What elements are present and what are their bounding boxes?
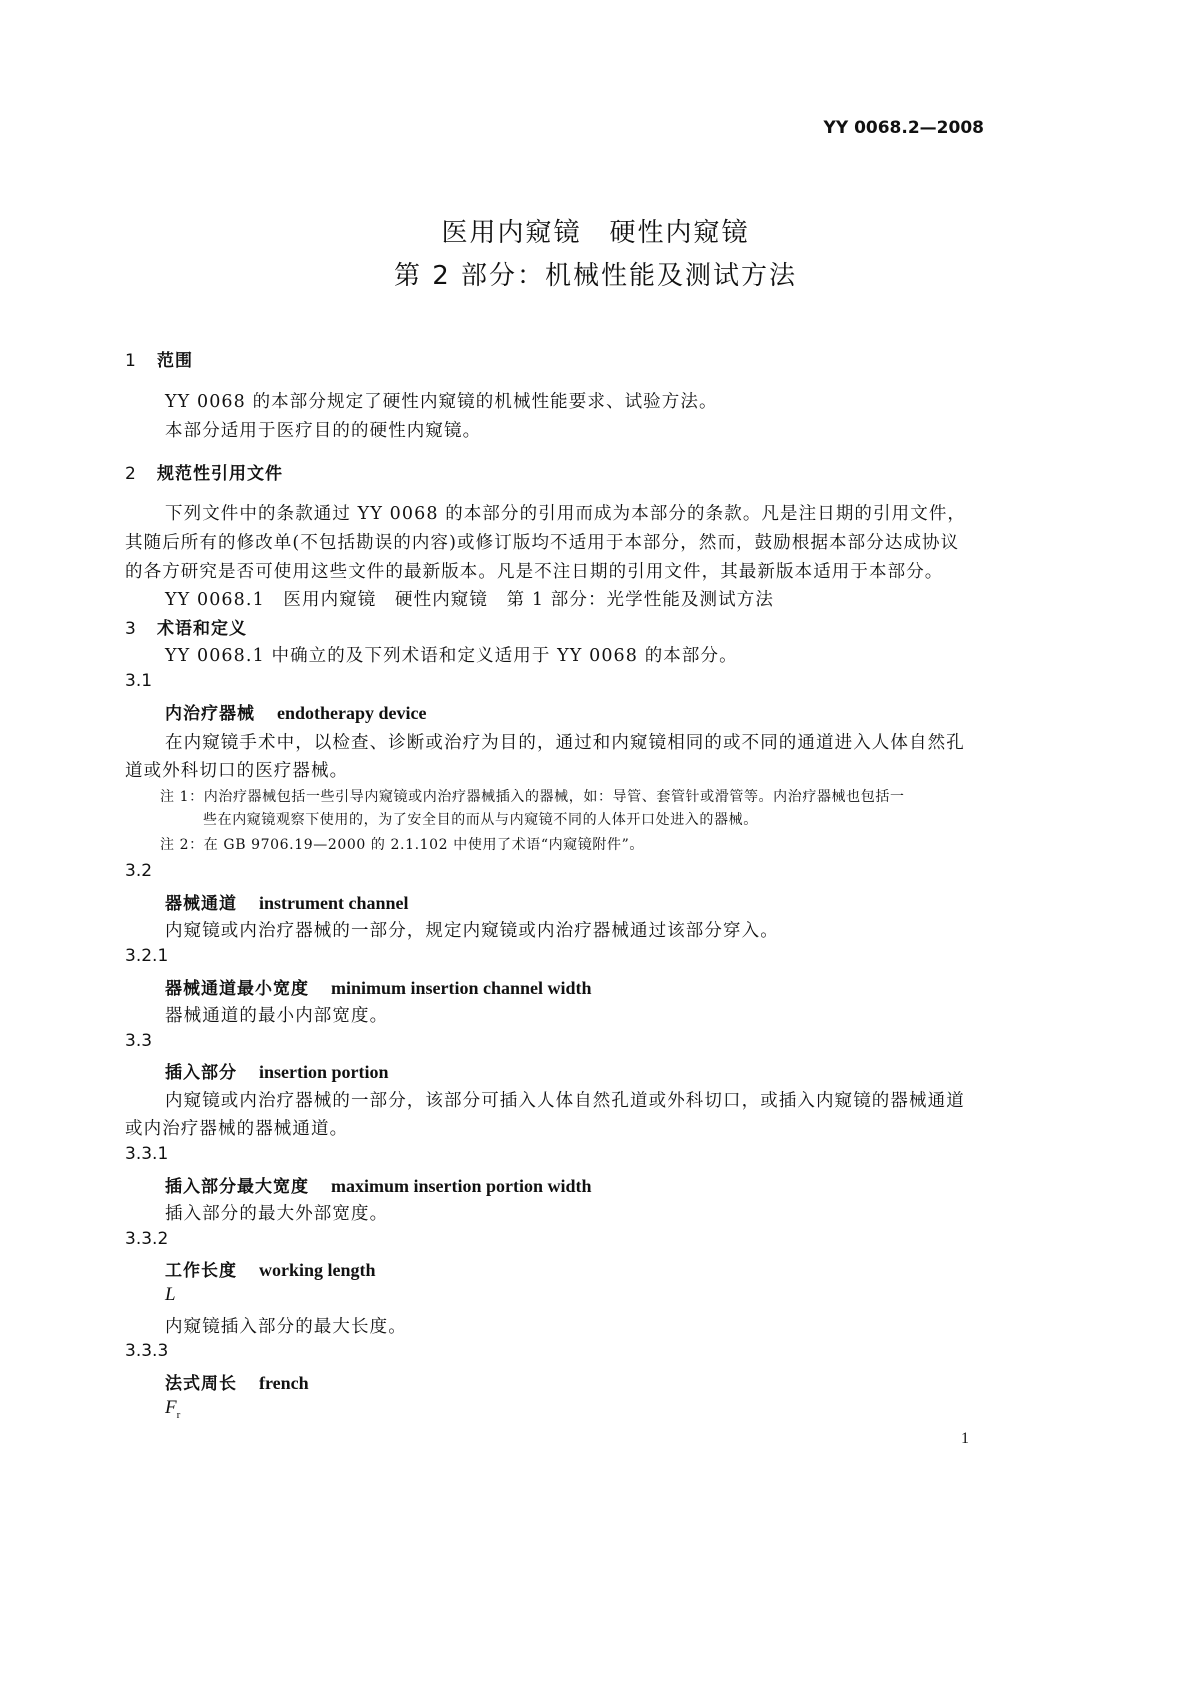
term-3-2 [165, 889, 409, 914]
section-1-heading [125, 346, 193, 371]
section-1-paragraph-2: 本部分适用于医疗目的的硬性内窥镜。 [165, 421, 482, 441]
term-3-3-2 [165, 1256, 376, 1281]
term-3-3 [165, 1058, 389, 1083]
section-1-paragraph-1: YY 0068 的本部分规定了硬性内窥镜的机械性能要求、试验方法。 [165, 392, 718, 412]
term-3-2-1 [165, 974, 592, 999]
term-definition-line-2: 道或外科切口的医疗器械。 [125, 761, 349, 781]
term-definition: 内窥镜或内治疗器械的一部分，规定内窥镜或内治疗器械通过该部分穿入。 [165, 921, 779, 941]
term-definition-line-1: 在内窥镜手术中，以检查、诊断或治疗为目的，通过和内窥镜相同的或不同的通道进入人体自然孔 [165, 733, 965, 753]
term-chinese: 器械通道 [165, 894, 237, 914]
term-english: maximum insertion portion width [331, 1176, 592, 1196]
term-definition-line-2: 或内治疗器械的器械通道。 [125, 1119, 349, 1139]
term-english: insertion portion [259, 1062, 389, 1082]
term-3-3-3 [165, 1369, 309, 1394]
term-3-1 [165, 699, 426, 724]
section-number: 2 [125, 464, 136, 484]
section-2-heading [125, 459, 283, 484]
term-chinese: 器械通道最小宽度 [165, 979, 309, 999]
symbol-base: F [165, 1397, 177, 1418]
section-number: 3 [125, 619, 136, 639]
term-symbol: L [165, 1284, 176, 1305]
term-definition-line-1: 内窥镜或内治疗器械的一部分，该部分可插入人体自然孔道或外科切口，或插入内窥镜的器械通道 [165, 1091, 965, 1111]
term-chinese: 法式周长 [165, 1374, 237, 1394]
section-3-heading [125, 614, 247, 639]
term-chinese: 工作长度 [165, 1261, 237, 1281]
section-title: 规范性引用文件 [157, 464, 283, 484]
section-2-paragraph-line-1: 下列文件中的条款通过 YY 0068 的本部分的引用而成为本部分的条款。凡是注日期的引用文件， [165, 504, 967, 524]
term-number: 3.3.1 [125, 1144, 169, 1164]
section-3-intro: YY 0068.1 中确立的及下列术语和定义适用于 YY 0068 的本部分。 [165, 646, 738, 666]
symbol-subscript: r [176, 1408, 181, 1421]
term-definition: 内窥镜插入部分的最大长度。 [165, 1317, 407, 1337]
term-definition: 插入部分的最大外部宽度。 [165, 1204, 389, 1224]
term-symbol [165, 1397, 180, 1421]
term-english: french [259, 1373, 309, 1393]
section-2-paragraph-line-3: 的各方研究是否可使用这些文件的最新版本。凡是不注日期的引用文件，其最新版本适用于本部分。 [125, 562, 944, 582]
term-english: minimum insertion channel width [331, 978, 592, 998]
page-number: 1 [961, 1430, 969, 1447]
term-chinese: 插入部分最大宽度 [165, 1177, 309, 1197]
document-title-line2: 第 2 部分：机械性能及测试方法 [393, 261, 798, 291]
term-definition: 器械通道的最小内部宽度。 [165, 1006, 389, 1026]
term-english: endotherapy device [277, 703, 427, 723]
note-1-line-2: 些在内窥镜观察下使用的，为了安全目的而从与内窥镜不同的人体开口处进入的器械。 [203, 812, 758, 828]
section-title: 范围 [157, 351, 193, 371]
term-chinese: 内治疗器械 [165, 704, 255, 724]
note-1-line-1: 注 1：内治疗器械包括一些引导内窥镜或内治疗器械插入的器械，如：导管、套管针或滑管等。内治疗器械也包括一 [160, 789, 905, 805]
standard-number: YY 0068.2—2008 [823, 118, 984, 138]
note-2: 注 2：在 GB 9706.19—2000 的 2.1.102 中使用了术语“内窥镜附件”。 [160, 837, 644, 853]
section-title: 术语和定义 [157, 619, 247, 639]
term-number: 3.3.3 [125, 1341, 169, 1361]
term-number: 3.3 [125, 1031, 153, 1051]
term-3-3-1 [165, 1172, 592, 1197]
term-number: 3.2 [125, 861, 153, 881]
term-number: 3.2.1 [125, 946, 169, 966]
section-number: 1 [125, 351, 136, 371]
term-number: 3.3.2 [125, 1229, 169, 1249]
term-chinese: 插入部分 [165, 1063, 237, 1083]
term-english: instrument channel [259, 893, 409, 913]
term-english: working length [259, 1260, 376, 1280]
term-number: 3.1 [125, 671, 153, 691]
normative-reference: YY 0068.1 医用内窥镜 硬性内窥镜 第 1 部分：光学性能及测试方法 [165, 590, 774, 610]
document-title-line1: 医用内窥镜 硬性内窥镜 [441, 218, 750, 248]
section-2-paragraph-line-2: 其随后所有的修改单(不包括勘误的内容)或修订版均不适用于本部分，然而，鼓励根据本部分达成协议 [125, 533, 960, 553]
